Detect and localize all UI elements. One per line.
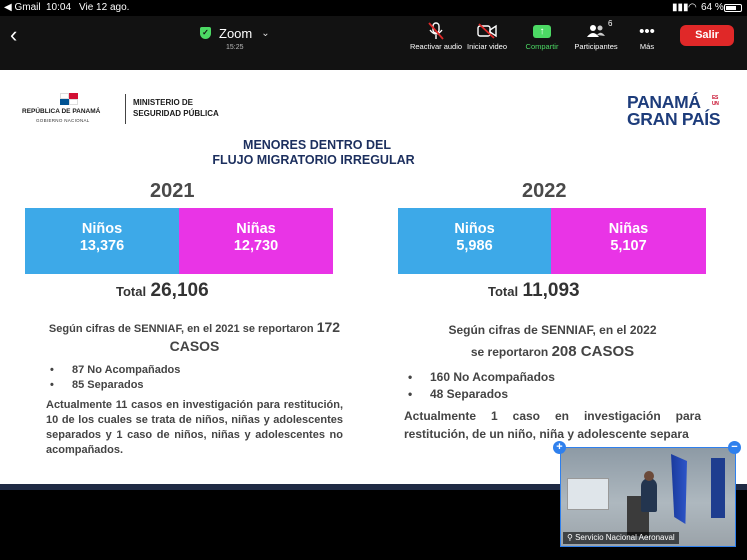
- boys-2022-box: [398, 208, 551, 274]
- cases-2021: 172 CASOS: [169, 319, 341, 354]
- more-dots-icon: •••: [639, 22, 655, 40]
- battery-icon: [724, 4, 742, 12]
- more-button[interactable]: [632, 21, 662, 51]
- total-2022: [488, 280, 580, 302]
- logo-gov-text: GOBIERNO NACIONAL: [36, 118, 90, 123]
- list-item: • 85 Separados: [46, 378, 343, 393]
- boys-value: 5,986: [456, 238, 493, 254]
- video-off-icon: [461, 21, 513, 41]
- total-value: 26,106: [150, 280, 209, 301]
- detail-paragraph-2022: Actualmente 1 caso en investigación para restitución, de un niño, niña y adolescente separa: [404, 409, 701, 441]
- cases-2022: 208 CASOS: [551, 343, 635, 360]
- logo-divider: [125, 94, 126, 124]
- girls-label: Niñas: [608, 221, 649, 237]
- meeting-title: Zoom: [219, 25, 253, 41]
- summary-2022: Según cifras de SENNIAF, en el 2022 se reportaron 208 CASOS: [448, 323, 657, 360]
- more-label: Más: [639, 42, 655, 51]
- chevron-down-icon: ⌄: [261, 27, 270, 39]
- girls-label: Niñas: [236, 221, 276, 237]
- participants-count: 6: [608, 19, 613, 28]
- boys-2021-box: [25, 208, 179, 274]
- participants-icon: [566, 21, 626, 41]
- total-label: Total: [116, 284, 147, 299]
- wifi-icon: ◠: [688, 2, 697, 13]
- date: Vie 12 ago.: [79, 2, 130, 13]
- back-chevron-icon[interactable]: ‹: [10, 22, 18, 47]
- girls-value: 5,107: [610, 238, 647, 254]
- meeting-title-button[interactable]: [200, 24, 270, 42]
- back-to-gmail-link[interactable]: ◀ Gmail: [4, 2, 41, 13]
- girls-2022-box: [551, 208, 706, 274]
- zoom-toolbar: [0, 16, 747, 70]
- heading-line-1: MENORES DENTRO DEL: [243, 138, 391, 152]
- projector-screen: [567, 478, 609, 510]
- year-2021-title: 2021: [150, 180, 195, 202]
- boys-value: 13,376: [79, 238, 125, 254]
- panama-gran-pais-logo: [627, 94, 720, 128]
- muted-microphone-icon: [408, 21, 464, 41]
- clock: 10:04: [46, 2, 72, 13]
- start-video-button[interactable]: [461, 21, 513, 51]
- flag-figure-2: [711, 458, 725, 518]
- heading-line-2: FLUJO MIGRATORIO IRREGULAR: [212, 153, 415, 167]
- ministry-line-2: SEGURIDAD PÚBLICA: [133, 109, 219, 118]
- participant-video-thumbnail[interactable]: [560, 447, 736, 547]
- bullet-list-2021: [46, 363, 343, 393]
- encryption-shield-icon: ✓: [200, 27, 211, 39]
- details-2021: [46, 319, 343, 458]
- speaker-head: [644, 471, 654, 481]
- minimize-thumbnail-icon[interactable]: −: [728, 441, 741, 454]
- detail-paragraph-2021: Actualmente 11 casos en investigación para restitución, 10 de los cuales se trata de niños, niñas y adolescentes separados y 1 caso de niños, niñas y adolescentes no acompañados.: [46, 399, 343, 456]
- logo-country-text: REPÚBLICA DE PANAMÁ: [22, 108, 101, 115]
- summary-2021: Según cifras de SENNIAF, en el 2021 se reportaron 172 CASOS: [48, 319, 341, 354]
- list-item: • 160 No Acompañados: [404, 369, 701, 386]
- boys-label: Niños: [81, 221, 123, 237]
- girls-2021-box: [179, 208, 333, 274]
- total-2021: [116, 280, 209, 302]
- battery-percent: 64 %: [701, 2, 724, 13]
- ios-status-bar: [0, 0, 747, 16]
- slide-heading: [0, 138, 747, 168]
- brand-line-2: GRAN PAÍS: [627, 109, 721, 129]
- boys-label: Niños: [454, 221, 495, 237]
- total-value: 11,093: [522, 280, 580, 301]
- pin-icon: ⚲: [567, 533, 573, 542]
- expand-thumbnail-icon[interactable]: +: [553, 441, 566, 454]
- girls-value: 12,730: [233, 238, 279, 254]
- share-screen-button[interactable]: [519, 21, 565, 51]
- participants-button[interactable]: [566, 21, 626, 51]
- unmute-audio-button[interactable]: [408, 21, 464, 51]
- cellular-signal-icon: ▮▮▮: [672, 2, 689, 13]
- start-video-label: Iniciar video: [466, 42, 508, 51]
- ministry-line-1: MINISTERIO DE: [133, 98, 194, 107]
- panama-flag-icon: [60, 93, 78, 105]
- share-arrow-icon: ↑: [533, 25, 551, 38]
- speaker-figure: [641, 478, 657, 512]
- meeting-timer: 15:25: [226, 44, 244, 51]
- brand-small-text: ES UN: [712, 95, 719, 107]
- list-item: • 87 No Acompañados: [46, 363, 343, 378]
- participant-name: Servicio Nacional Aeronaval: [575, 533, 675, 542]
- leave-meeting-button[interactable]: Salir: [680, 25, 734, 46]
- participant-name-tag: [563, 532, 679, 544]
- year-2022-title: 2022: [522, 180, 567, 202]
- total-label: Total: [488, 284, 519, 299]
- details-2022: [404, 319, 701, 443]
- bullet-list-2022: [404, 369, 701, 403]
- shared-screen-slide: [0, 70, 747, 488]
- unmute-audio-label: Reactivar audio: [409, 42, 463, 51]
- ministry-name: [133, 97, 219, 119]
- share-screen-label: Compartir: [525, 42, 559, 51]
- brand-line-1: PANAMÁ: [627, 92, 701, 112]
- participants-label: Participantes: [574, 42, 618, 51]
- list-item: • 48 Separados: [404, 386, 701, 403]
